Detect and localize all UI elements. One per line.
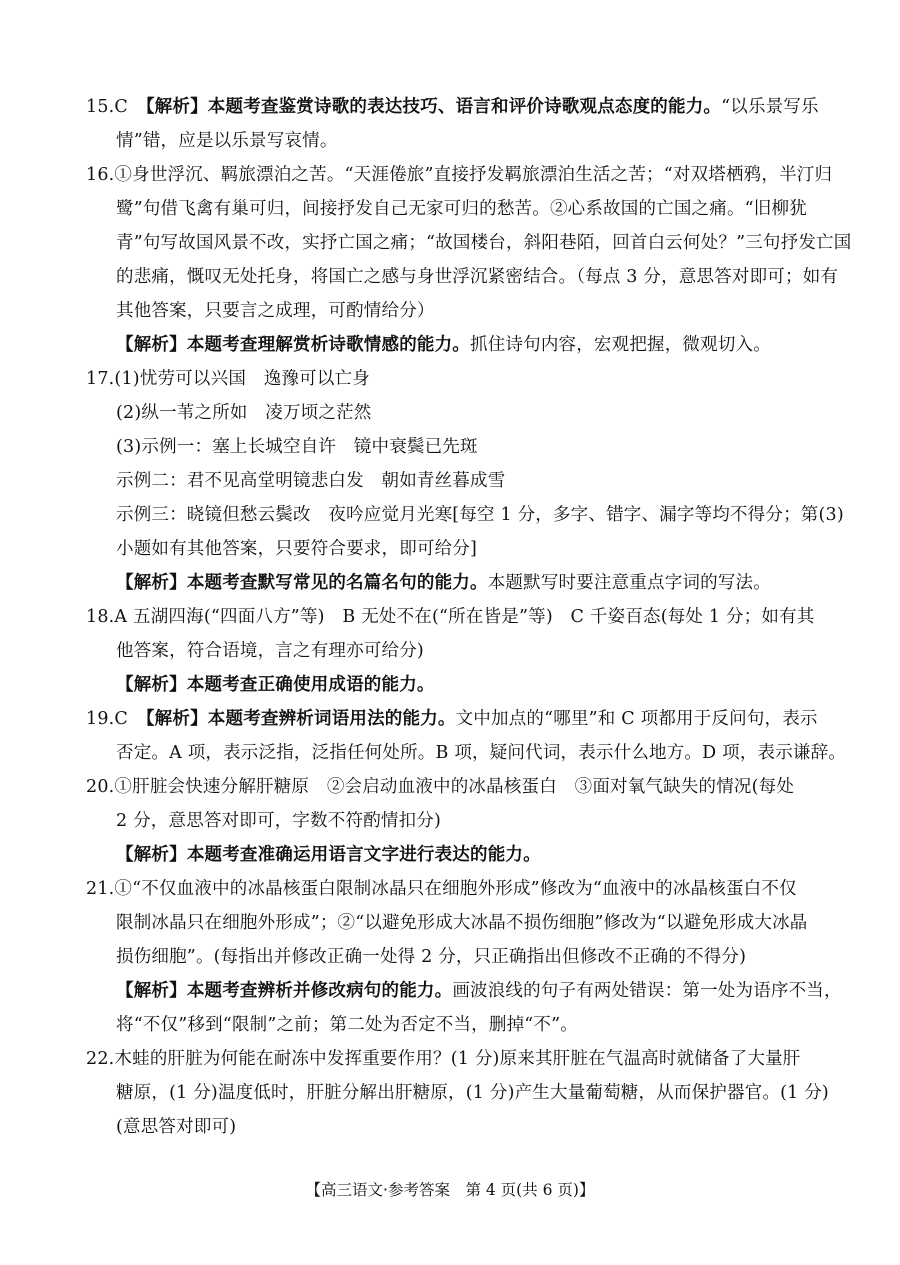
q21-analysis-tag: 【解析】	[116, 981, 187, 1001]
q17-line-4: 示例二：君不见高堂明镜悲白发 朝如青丝暮成雪	[116, 471, 506, 491]
q17-line-6: 小题如有其他答案，只要符合要求，即可给分]	[116, 539, 478, 559]
q15-analysis-tail: “以乐景写乐	[721, 97, 819, 117]
q22-line-1: 22.木蛙的肝脏为何能在耐冻中发挥重要作用？(1 分)原来其肝脏在气温高时就储备了大量肝	[86, 1049, 801, 1069]
q20-analysis-tag: 【解析】	[116, 845, 187, 865]
q21-line-3: 损伤细胞”。(每指出并修改正确一处得 2 分，只正确指出但修改不正确的不得分)	[116, 947, 747, 967]
q16-analysis	[86, 328, 826, 362]
q18-block	[86, 600, 826, 702]
q17-analysis-tail: 本题默写时要注意重点字词的写法。	[487, 573, 771, 593]
q15-line-1	[86, 90, 826, 124]
q16-analysis-tail: 抓住诗句内容，宏观把握，微观切入。	[470, 335, 771, 355]
q21-analysis	[86, 974, 842, 1008]
q21-analysis-bold: 本题考查辨析并修改病句的能力。	[186, 981, 453, 1001]
q16-line-2: 鹭”句借飞禽有巢可归，间接抒发自己无家可归的愁苦。②心系故国的亡国之痛。“旧柳犹	[116, 199, 807, 219]
q19-line-2: 否定。A 项，表示泛指，泛指任何处所。B 项，疑问代词，表示什么地方。D 项，表示谦辞。	[116, 743, 847, 763]
q18-analysis-bold: 本题考查正确使用成语的能力。	[186, 675, 435, 695]
q20-analysis	[86, 838, 826, 872]
q15-block	[86, 90, 826, 158]
q16-line-4: 的悲痛，慨叹无处托身，将国亡之感与身世浮沉紧密结合。（每点 3 分，意思答对即可；如有	[116, 267, 839, 287]
q16-analysis-bold: 本题考查理解赏析诗歌情感的能力。	[186, 335, 471, 355]
q15-number: 15.C	[86, 97, 146, 117]
q20-line-1: 20.①肝脏会快速分解肝糖原 ②会启动血液中的冰晶核蛋白 ③面对氧气缺失的情况(每处	[86, 777, 795, 797]
q15-analysis-tag: 【解析】	[145, 97, 208, 117]
q17-line-3: (3)示例一：塞上长城空自许 镜中衰鬓已先斑	[116, 437, 478, 457]
q22-line-3: (意思答对即可)	[116, 1117, 237, 1137]
q19-number: 19.C	[86, 709, 146, 729]
q20-analysis-bold: 本题考查准确运用语言文字进行表达的能力。	[186, 845, 541, 865]
q22-block	[86, 1042, 829, 1144]
q21-line-1: 21.①“不仅血液中的冰晶核蛋白限制冰晶只在细胞外形成”修改为“血液中的冰晶核蛋白不仅	[86, 879, 797, 899]
q21-analysis-line-2: 将“不仅”移到“限制”之前；第二处为否定不当，删掉“不”。	[116, 1015, 578, 1035]
q18-analysis-tag: 【解析】	[116, 675, 187, 695]
q16-line-5: 其他答案，只要言之成理，可酌情给分）	[116, 301, 435, 321]
q19-analysis-tail: 文中加点的“哪里”和 C 项都用于反问句，表示	[455, 709, 818, 729]
q18-line-2: 他答案，符合语境，言之有理亦可给分)	[116, 641, 424, 661]
q17-line-5: 示例三：晓镜但愁云鬓改 夜吟应觉月光寒[每空 1 分，多字、错字、漏字等均不得分；第(3)	[116, 505, 844, 525]
q16-analysis-tag: 【解析】	[116, 335, 187, 355]
q17-line-2: (2)纵一苇之所如 凌万顷之茫然	[116, 403, 372, 423]
q18-line-1: 18.A 五湖四海(“四面八方”等) B 无处不在(“所在皆是”等) C 千姿百态(每处 1 分；如有其	[86, 607, 815, 627]
q17-analysis	[86, 566, 826, 600]
q19-block	[86, 702, 847, 770]
q19-analysis-tag: 【解析】	[145, 709, 208, 729]
q15-analysis-bold: 本题考查鉴赏诗歌的表达技巧、语言和评价诗歌观点态度的能力。	[207, 97, 722, 117]
q17-analysis-bold: 本题考查默写常见的名篇名句的能力。	[186, 573, 488, 593]
q17-line-1: 17.(1)忧劳可以兴国 逸豫可以亡身	[86, 369, 370, 389]
q20-block	[86, 770, 826, 872]
q21-block	[86, 872, 842, 1042]
q16-line-3: 青”句写故国风景不改，实抒亡国之痛；“故国楼台，斜阳巷陌，回首白云何处？”三句抒发亡国	[116, 233, 852, 253]
q21-analysis-tail: 画波浪线的句子有两处错误：第一处为语序不当，	[452, 981, 842, 1001]
q21-line-2: 限制冰晶只在细胞外形成”；②“以避免形成大冰晶不损伤细胞”修改为“以避免形成大冰晶	[116, 913, 808, 933]
page-footer: 【高三语文·参考答案 第 4 页(共 6 页)】	[305, 1181, 595, 1199]
q22-line-2: 糖原，(1 分)温度低时，肝脏分解出肝糖原，(1 分)产生大量葡萄糖，从而保护器官。(1 分)	[116, 1083, 829, 1103]
q19-line-1	[86, 702, 826, 736]
q16-block	[86, 158, 852, 362]
q17-block	[86, 362, 844, 600]
q17-analysis-tag: 【解析】	[116, 573, 187, 593]
q16-line-1: 16.①身世浮沉、羁旅漂泊之苦。“天涯倦旅”直接抒发羁旅漂泊生活之苦；“对双塔栖鸦，半汀归	[86, 165, 833, 185]
q15-line-2: 情”错，应是以乐景写哀情。	[116, 131, 338, 151]
q19-analysis-bold: 本题考查辨析词语用法的能力。	[207, 709, 456, 729]
q20-line-2: 2 分，意思答对即可，字数不符酌情扣分)	[116, 811, 442, 831]
q18-analysis	[86, 668, 826, 702]
